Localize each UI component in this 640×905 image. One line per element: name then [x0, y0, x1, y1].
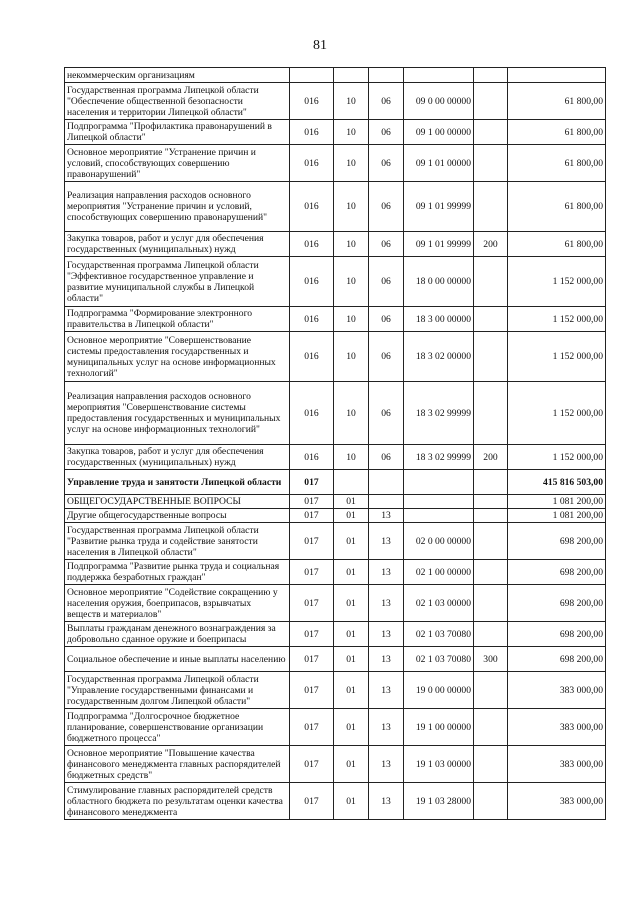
cell-sum: 61 800,00	[508, 145, 606, 182]
cell-vr	[474, 470, 508, 495]
table-row	[65, 332, 606, 382]
cell-vr	[474, 182, 508, 232]
cell-csr: 18 3 02 99999	[404, 382, 474, 445]
cell-ved: 016	[290, 445, 334, 470]
cell-ved: 017	[290, 509, 334, 523]
cell-sum: 61 800,00	[508, 232, 606, 257]
table-row	[65, 647, 606, 672]
cell-name: Реализация направления расходов основного мероприятия "Совершенствование системы предоставления государственных и муниципальных услуг на основе информационных технологий"	[65, 382, 290, 445]
cell-sum: 1 081 200,00	[508, 495, 606, 509]
table-row	[65, 585, 606, 622]
cell-sum: 698 200,00	[508, 585, 606, 622]
cell-ved: 017	[290, 585, 334, 622]
cell-vr	[474, 382, 508, 445]
cell-sum: 415 816 503,00	[508, 470, 606, 495]
cell-pr	[369, 470, 404, 495]
cell-ved: 016	[290, 145, 334, 182]
cell-rz: 10	[334, 445, 369, 470]
cell-vr	[474, 509, 508, 523]
cell-pr: 13	[369, 560, 404, 585]
cell-vr: 200	[474, 445, 508, 470]
cell-csr: 19 1 00 00000	[404, 709, 474, 746]
cell-pr: 06	[369, 120, 404, 145]
table-row	[65, 495, 606, 509]
cell-ved: 016	[290, 232, 334, 257]
cell-rz: 01	[334, 585, 369, 622]
cell-name: Государственная программа Липецкой области "Эффективное государственное управление и развитие муниципальной службы в Липецкой области"	[65, 257, 290, 307]
cell-sum: 1 152 000,00	[508, 445, 606, 470]
table-row	[65, 523, 606, 560]
cell-csr: 02 1 03 00000	[404, 585, 474, 622]
cell-csr: 09 0 00 00000	[404, 83, 474, 120]
cell-vr	[474, 523, 508, 560]
cell-sum	[508, 68, 606, 83]
cell-ved: 016	[290, 83, 334, 120]
cell-rz: 10	[334, 332, 369, 382]
cell-name: Закупка товаров, работ и услуг для обеспечения государственных (муниципальных) нужд	[65, 232, 290, 257]
cell-sum: 61 800,00	[508, 83, 606, 120]
cell-ved: 017	[290, 783, 334, 820]
cell-csr: 09 1 01 99999	[404, 182, 474, 232]
cell-csr: 09 1 01 00000	[404, 145, 474, 182]
cell-pr: 06	[369, 83, 404, 120]
cell-name: Подпрограмма "Профилактика правонарушений в Липецкой области"	[65, 120, 290, 145]
table-row	[65, 182, 606, 232]
cell-ved: 017	[290, 560, 334, 585]
cell-csr: 19 0 00 00000	[404, 672, 474, 709]
cell-sum: 698 200,00	[508, 560, 606, 585]
cell-rz: 10	[334, 232, 369, 257]
cell-pr: 13	[369, 647, 404, 672]
cell-csr: 18 3 02 00000	[404, 332, 474, 382]
cell-vr	[474, 585, 508, 622]
cell-vr	[474, 709, 508, 746]
cell-vr	[474, 622, 508, 647]
cell-pr: 13	[369, 523, 404, 560]
cell-sum: 383 000,00	[508, 783, 606, 820]
cell-pr: 06	[369, 182, 404, 232]
cell-name: Основное мероприятие "Содействие сокращению у населения оружия, боеприпасов, взрывчатых веществ и материалов"	[65, 585, 290, 622]
cell-rz: 01	[334, 523, 369, 560]
cell-name: Другие общегосударственные вопросы	[65, 509, 290, 523]
cell-pr: 13	[369, 509, 404, 523]
cell-name: Государственная программа Липецкой области "Обеспечение общественной безопасности населения и территории Липецкой области"	[65, 83, 290, 120]
cell-sum: 698 200,00	[508, 523, 606, 560]
cell-sum: 698 200,00	[508, 647, 606, 672]
cell-sum: 1 152 000,00	[508, 382, 606, 445]
budget-table	[64, 67, 606, 820]
cell-vr	[474, 560, 508, 585]
cell-ved: 016	[290, 382, 334, 445]
cell-sum: 1 152 000,00	[508, 332, 606, 382]
cell-name: ОБЩЕГОСУДАРСТВЕННЫЕ ВОПРОСЫ	[65, 495, 290, 509]
cell-pr: 06	[369, 332, 404, 382]
cell-ved: 016	[290, 257, 334, 307]
cell-pr	[369, 495, 404, 509]
cell-csr: 02 1 00 00000	[404, 560, 474, 585]
cell-vr	[474, 68, 508, 83]
cell-rz: 01	[334, 509, 369, 523]
cell-ved: 017	[290, 672, 334, 709]
cell-pr: 06	[369, 307, 404, 332]
cell-pr: 13	[369, 622, 404, 647]
cell-pr: 13	[369, 746, 404, 783]
cell-ved: 016	[290, 307, 334, 332]
cell-vr	[474, 746, 508, 783]
cell-sum: 383 000,00	[508, 672, 606, 709]
cell-vr: 300	[474, 647, 508, 672]
cell-rz: 01	[334, 647, 369, 672]
table-row	[65, 307, 606, 332]
cell-name: Подпрограмма "Развитие рынка труда и социальная поддержка безработных граждан"	[65, 560, 290, 585]
cell-rz	[334, 470, 369, 495]
cell-sum: 1 152 000,00	[508, 257, 606, 307]
table-row	[65, 470, 606, 495]
cell-pr: 13	[369, 709, 404, 746]
cell-pr: 06	[369, 232, 404, 257]
table-row	[65, 257, 606, 307]
cell-rz: 10	[334, 83, 369, 120]
cell-vr	[474, 257, 508, 307]
table-row	[65, 709, 606, 746]
cell-csr: 18 3 00 00000	[404, 307, 474, 332]
cell-sum: 383 000,00	[508, 746, 606, 783]
cell-name: Основное мероприятие "Повышение качества финансового менеджмента главных распорядителей бюджетных средств"	[65, 746, 290, 783]
cell-pr: 13	[369, 672, 404, 709]
cell-pr	[369, 68, 404, 83]
cell-csr	[404, 495, 474, 509]
table-row	[65, 382, 606, 445]
table-body	[65, 68, 606, 820]
cell-pr: 06	[369, 445, 404, 470]
cell-name: Управление труда и занятости Липецкой области	[65, 470, 290, 495]
cell-ved: 016	[290, 182, 334, 232]
cell-pr: 13	[369, 585, 404, 622]
cell-ved: 017	[290, 746, 334, 783]
cell-rz: 01	[334, 709, 369, 746]
cell-csr	[404, 470, 474, 495]
cell-csr: 18 0 00 00000	[404, 257, 474, 307]
cell-pr: 13	[369, 783, 404, 820]
cell-name: Социальное обеспечение и иные выплаты населению	[65, 647, 290, 672]
cell-ved: 017	[290, 647, 334, 672]
table-row	[65, 746, 606, 783]
cell-name: некоммерческим организациям	[65, 68, 290, 83]
cell-name: Основное мероприятие "Совершенствование системы предоставления государственных и муниципальных услуг на основе информационных технологий"	[65, 332, 290, 382]
cell-vr	[474, 495, 508, 509]
cell-rz: 10	[334, 382, 369, 445]
cell-rz: 10	[334, 307, 369, 332]
cell-rz: 10	[334, 182, 369, 232]
cell-sum: 61 800,00	[508, 120, 606, 145]
table-row	[65, 232, 606, 257]
cell-csr: 09 1 01 99999	[404, 232, 474, 257]
cell-ved: 017	[290, 622, 334, 647]
table-row	[65, 783, 606, 820]
cell-name: Закупка товаров, работ и услуг для обеспечения государственных (муниципальных) нужд	[65, 445, 290, 470]
page-number: 81	[313, 38, 327, 53]
table-row	[65, 83, 606, 120]
cell-name: Реализация направления расходов основного мероприятия "Устранение причин и условий, способствующих совершению правонарушений"	[65, 182, 290, 232]
cell-vr	[474, 307, 508, 332]
cell-vr	[474, 145, 508, 182]
cell-name: Основное мероприятие "Устранение причин и условий, способствующих совершению правонарушений"	[65, 145, 290, 182]
cell-pr: 06	[369, 382, 404, 445]
cell-rz: 01	[334, 672, 369, 709]
cell-sum: 1 152 000,00	[508, 307, 606, 332]
cell-vr	[474, 332, 508, 382]
cell-ved: 016	[290, 332, 334, 382]
cell-vr: 200	[474, 232, 508, 257]
table-row	[65, 445, 606, 470]
cell-ved	[290, 68, 334, 83]
cell-ved: 017	[290, 495, 334, 509]
cell-name: Выплаты гражданам денежного вознаграждения за добровольно сданное оружие и боеприпасы	[65, 622, 290, 647]
cell-name: Государственная программа Липецкой области "Развитие рынка труда и содействие занятости населения в Липецкой области"	[65, 523, 290, 560]
cell-csr: 09 1 00 00000	[404, 120, 474, 145]
cell-rz: 01	[334, 495, 369, 509]
table-row	[65, 145, 606, 182]
cell-name: Стимулирование главных распорядителей средств областного бюджета по результатам оценки качества финансового менеджмента	[65, 783, 290, 820]
cell-rz: 01	[334, 783, 369, 820]
cell-sum: 383 000,00	[508, 709, 606, 746]
cell-pr: 06	[369, 145, 404, 182]
cell-ved: 016	[290, 120, 334, 145]
cell-rz: 10	[334, 120, 369, 145]
cell-csr: 02 1 03 70080	[404, 622, 474, 647]
cell-vr	[474, 672, 508, 709]
cell-ved: 017	[290, 709, 334, 746]
cell-rz: 01	[334, 746, 369, 783]
table-row	[65, 509, 606, 523]
cell-vr	[474, 120, 508, 145]
cell-rz: 01	[334, 560, 369, 585]
cell-rz	[334, 68, 369, 83]
cell-rz: 01	[334, 622, 369, 647]
table-row	[65, 120, 606, 145]
cell-name: Государственная программа Липецкой области "Управление государственными финансами и государственным долгом Липецкой области"	[65, 672, 290, 709]
cell-sum: 1 081 200,00	[508, 509, 606, 523]
cell-vr	[474, 83, 508, 120]
cell-ved: 017	[290, 470, 334, 495]
cell-pr: 06	[369, 257, 404, 307]
cell-csr: 02 1 03 70080	[404, 647, 474, 672]
cell-csr: 19 1 03 00000	[404, 746, 474, 783]
table-row	[65, 560, 606, 585]
cell-csr: 19 1 03 28000	[404, 783, 474, 820]
cell-sum: 698 200,00	[508, 622, 606, 647]
cell-csr	[404, 509, 474, 523]
cell-name: Подпрограмма "Долгосрочное бюджетное планирование, совершенствование организации бюджетного процесса"	[65, 709, 290, 746]
cell-name: Подпрограмма "Формирование электронного правительства в Липецкой области"	[65, 307, 290, 332]
cell-csr	[404, 68, 474, 83]
cell-csr: 02 0 00 00000	[404, 523, 474, 560]
cell-rz: 10	[334, 145, 369, 182]
cell-csr: 18 3 02 99999	[404, 445, 474, 470]
cell-ved: 017	[290, 523, 334, 560]
cell-vr	[474, 783, 508, 820]
cell-sum: 61 800,00	[508, 182, 606, 232]
table-row	[65, 672, 606, 709]
cell-rz: 10	[334, 257, 369, 307]
table-row	[65, 622, 606, 647]
table-row	[65, 68, 606, 83]
